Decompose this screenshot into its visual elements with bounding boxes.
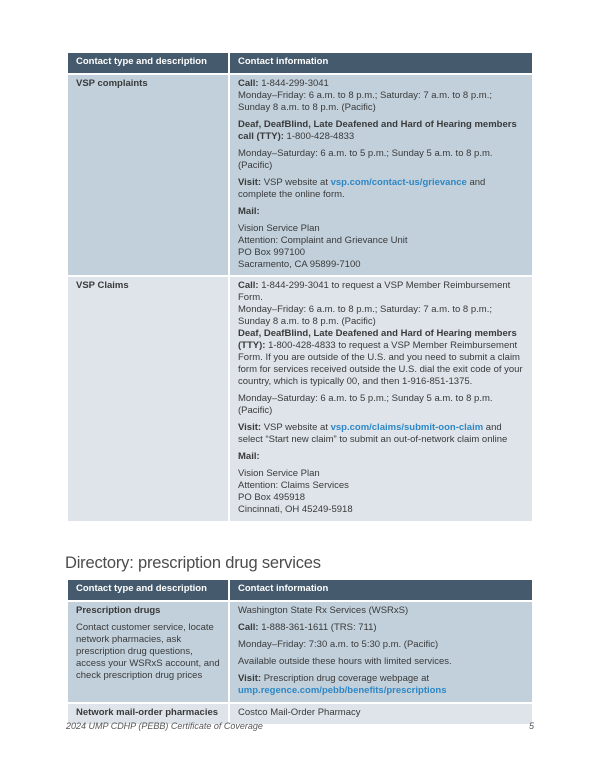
text-run: VSP website at [261, 422, 331, 434]
text-run: Prescription drugs [76, 604, 161, 616]
column-header-contact-type: Contact type and description [67, 579, 229, 601]
text-run: Cincinnati, OH 45249-5918 [238, 503, 353, 515]
table-row [67, 74, 533, 277]
header-row [67, 579, 533, 601]
text-run: Visit: [238, 672, 262, 684]
paragraph [238, 673, 524, 697]
text-run: 1-800-428-4833 to request a VSP Member Reimbursement Form. If you are outside of the U.S. and you need to submit a claim form for services received outside the U.S. dial the exit code of your country, which is typically 00, and then 1-916-851-1375. [238, 340, 523, 388]
vsp-directory-table [66, 51, 534, 523]
text-run: 1-888-361-1611 (TRS: 711) [258, 621, 377, 633]
text-run: Attention: Claims Services [238, 480, 349, 492]
text-run: Vision Service Plan [238, 468, 320, 480]
text-run: 1-844-299-3041 to request a VSP Member Reimbursement Form. [238, 280, 511, 304]
paragraph [76, 622, 220, 682]
text-run: Visit: [238, 176, 262, 188]
contact-info-cell [229, 276, 533, 521]
paragraph [238, 622, 524, 634]
paragraph [238, 119, 524, 143]
text-run: and complete the online form. [238, 176, 486, 200]
hyperlink[interactable]: ump.regence.com/pebb/benefits/prescriptions [238, 684, 447, 696]
paragraph [76, 280, 220, 292]
hyperlink[interactable]: vsp.com/claims/submit-oon-claim [330, 422, 484, 434]
hyperlink[interactable]: vsp.com/contact-us/grievance [330, 176, 467, 188]
text-run: Call: [238, 621, 259, 633]
text-run: Call: [238, 77, 259, 89]
text-run: Attention: Complaint and Grievance Unit [238, 234, 408, 246]
text-run: Mail: [238, 205, 260, 217]
text-run: Vision Service Plan [238, 222, 320, 234]
text-run: Contact customer service, locate network pharmacies, ask prescription drug questions, access your WSRxS account, and check prescription drug prices [76, 621, 220, 681]
text-run: PO Box 997100 [238, 246, 306, 258]
text-run: 1-844-299-3041 [258, 77, 329, 89]
page-content [66, 51, 534, 726]
text-run: Monday–Friday: 6 a.m. to 8 p.m.; Saturday: 7 a.m. to 8 p.m.; Sunday 8 a.m. to 8 p.m. (Pacific) [238, 304, 492, 328]
text-run: Monday–Friday: 6 a.m. to 8 p.m.; Saturday: 7 a.m. to 8 p.m.; Sunday 8 a.m. to 8 p.m. (Pacific) [238, 89, 492, 113]
text-run: Sacramento, CA 95899-7100 [238, 258, 361, 270]
text-run: Deaf, DeafBlind, Late Deafened and Hard of Hearing members (TTY): [238, 328, 517, 352]
text-run: and select “Start new claim” to submit an out-of-network claim online [238, 422, 508, 446]
text-run: Monday–Saturday: 6 a.m. to 5 p.m.; Sunday 5 a.m. to 8 p.m. (Pacific) [238, 147, 493, 171]
paragraph [76, 78, 220, 90]
column-header-contact-type: Contact type and description [67, 52, 229, 74]
paragraph [238, 468, 524, 516]
paragraph [238, 393, 524, 417]
contact-info-cell [229, 74, 533, 277]
prescription-directory-table [66, 578, 534, 726]
paragraph [76, 707, 220, 719]
text-run: VSP website at [261, 176, 331, 188]
text-run: Visit: [238, 422, 262, 434]
text-run: Washington State Rx Services (WSRxS) [238, 604, 409, 616]
contact-type-cell [67, 276, 229, 521]
text-run: Costco Mail-Order Pharmacy [238, 706, 361, 718]
contact-info-cell [229, 601, 533, 703]
text-run: Available outside these hours with limited services. [238, 655, 452, 667]
paragraph [238, 639, 524, 651]
text-run: Prescription drug coverage webpage at [261, 672, 429, 684]
text-run: PO Box 495918 [238, 491, 306, 503]
table-row [67, 601, 533, 703]
paragraph [76, 605, 220, 617]
header-row [67, 52, 533, 74]
text-run: 1-800-428-4833 [283, 130, 355, 142]
paragraph [238, 177, 524, 201]
paragraph [238, 656, 524, 668]
text-run: VSP Claims [76, 280, 129, 292]
paragraph [238, 707, 524, 719]
column-header-contact-information: Contact information [229, 52, 533, 74]
text-run: Network mail-order pharmacies [76, 706, 219, 718]
paragraph [238, 78, 524, 114]
column-header-contact-information: Contact information [229, 579, 533, 601]
contact-type-cell [67, 74, 229, 277]
page-footer [66, 721, 534, 731]
text-run: Monday–Friday: 7:30 a.m. to 5:30 p.m. (Pacific) [238, 638, 439, 650]
contact-type-cell [67, 601, 229, 703]
paragraph [238, 451, 524, 463]
text-run: Mail: [238, 451, 260, 463]
text-run: Deaf, DeafBlind, Late Deafened and Hard of Hearing members call (TTY): [238, 118, 517, 142]
text-run: Monday–Saturday: 6 a.m. to 5 p.m.; Sunday 5 a.m. to 8 p.m. (Pacific) [238, 393, 493, 417]
paragraph [238, 206, 524, 218]
paragraph [238, 223, 524, 271]
footer-document-title: 2024 UMP CDHP (PEBB) Certificate of Coverage [66, 721, 263, 731]
paragraph [238, 605, 524, 617]
footer-page-number: 5 [528, 721, 534, 731]
paragraph [238, 148, 524, 172]
paragraph [238, 280, 524, 388]
text-run: Call: [238, 280, 259, 292]
paragraph [238, 422, 524, 446]
text-run: VSP complaints [76, 77, 148, 89]
table-row [67, 276, 533, 521]
section-heading: Directory: prescription drug services [65, 553, 321, 572]
